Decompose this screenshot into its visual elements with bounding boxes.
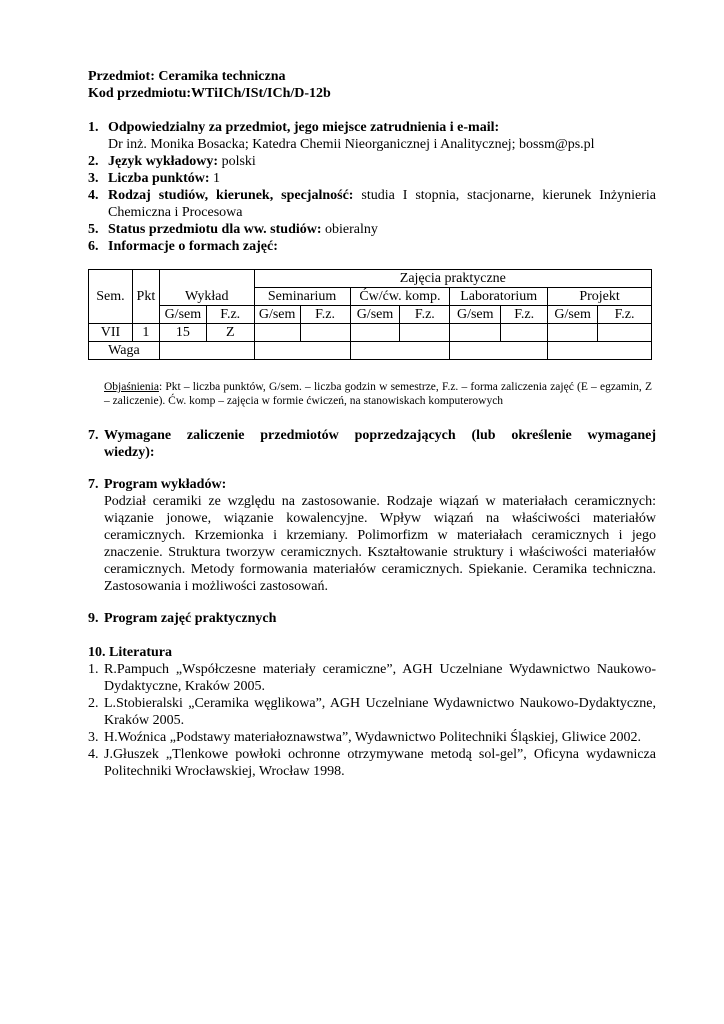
literature-entry: R.Pampuch „Współczesne materiały ceramiczne”, AGH Uczelniane Wydawnictwo Naukowo-Dydaktyczne, Kraków 2005. [104, 662, 656, 694]
th-gsem: G/sem [159, 306, 206, 324]
cell-sem: VII [89, 324, 133, 342]
item-number: 1. [88, 662, 99, 677]
cell-pkt: 1 [132, 324, 159, 342]
item-value: 1 [209, 171, 221, 186]
note-label: Objaśnienia [104, 381, 159, 393]
th-gsem: G/sem [450, 306, 501, 324]
th-pkt: Pkt [132, 270, 159, 324]
list-item [88, 695, 656, 729]
item-number: 5. [88, 222, 99, 237]
table-row [89, 324, 652, 342]
requirements-section [88, 427, 656, 461]
item-label: Informacje o formach zajęć: [108, 239, 278, 254]
item-number: 2. [88, 154, 99, 169]
th-fz: F.z. [206, 306, 254, 324]
item-number: 3. [88, 730, 99, 745]
th-fz: F.z. [400, 306, 450, 324]
th-seminarium: Seminarium [254, 288, 350, 306]
literature-section [88, 644, 656, 780]
item-value: polski [218, 154, 256, 169]
cell-gsem: 15 [159, 324, 206, 342]
document-page [88, 68, 656, 255]
item-value: Dr inż. Monika Bosacka; Katedra Chemii Nieorganicznej i Analitycznej; bossm@ps.pl [108, 137, 595, 152]
note-text: : Pkt – liczba punktów, G/sem. – liczba godzin w semestrze, F.z. – forma zaliczenia zajęć (E – egzamin, Z – zaliczenie). Ćw. komp – zajęcia w formie ćwiczeń, na stanowiskach komputerowych [104, 381, 652, 407]
section-title: Program wykładów: [104, 477, 227, 492]
info-list [88, 119, 656, 255]
section-number: 7. [88, 428, 99, 443]
section-title: Wymagane zaliczenie przedmiotów poprzedzających (lub określenie wymaganej wiedzy): [104, 428, 656, 460]
table-row [89, 342, 652, 360]
th-gsem: G/sem [350, 306, 400, 324]
item-number: 2. [88, 696, 99, 711]
th-fz: F.z. [598, 306, 652, 324]
item-label: Liczba punktów: [108, 171, 210, 186]
item-number: 4. [88, 747, 99, 762]
th-cwiczenia: Ćw/ćw. komp. [350, 288, 450, 306]
document-header [88, 68, 656, 102]
th-practical: Zajęcia praktyczne [254, 270, 651, 288]
th-laboratorium: Laboratorium [450, 288, 548, 306]
item-value: studia I stopnia, stacjonarne, kierunek Inżynieria Chemiczna i Procesowa [108, 188, 656, 220]
item-label: Język wykładowy: [108, 154, 219, 169]
list-item [88, 153, 656, 170]
item-number: 6. [88, 239, 99, 254]
item-number: 4. [88, 188, 99, 203]
list-item [88, 661, 656, 695]
list-item [88, 187, 656, 221]
section-title: Program zajęć praktycznych [104, 611, 277, 626]
item-number: 1. [88, 120, 99, 135]
item-label: Odpowiedzialny za przedmiot, jego miejsce zatrudnienia i e-mail: [108, 120, 500, 135]
practical-section [88, 610, 656, 627]
section-number: 7. [88, 477, 99, 492]
th-fz: F.z. [501, 306, 548, 324]
literature-entry: J.Głuszek „Tlenkowe powłoki ochronne otrzymywane metodą sol-gel”, Oficyna wydawnicza Politechniki Wrocławskiej, Wrocław 1998. [104, 747, 656, 779]
list-item [88, 170, 656, 187]
cell-waga: Waga [89, 342, 160, 360]
list-item [88, 221, 656, 238]
th-sem: Sem. [89, 270, 133, 324]
item-value: obieralny [321, 222, 378, 237]
th-wyklad: Wykład [159, 270, 254, 306]
th-fz: F.z. [300, 306, 350, 324]
list-item [88, 238, 656, 255]
th-gsem: G/sem [254, 306, 300, 324]
lectures-text: Podział ceramiki ze względu na zastosowanie. Rodzaje wiązań w materiałach ceramicznych: wiązanie jonowe, wiązanie kowalencyjne. Wpływ wiązań na właściwości materiałów ceramicznych. Krzemionka i krzemiany. Polimorfizm w materiałach ceramicznych i jego znaczenie. Struktura tworzyw ceramicznych. Kształtowanie struktury i właściwości materiałów ceramicznych. Metody formowania materiałów ceramicznych. Spiekanie. Ceramika techniczna. Zastosowania i możliwości zastosowań. [104, 494, 656, 594]
literature-entry: H.Woźnica „Podstawy materiałoznawstwa”, Wydawnictwo Politechniki Śląskiej, Gliwice 2002. [104, 730, 642, 745]
list-item [88, 746, 656, 780]
subject-code: Kod przedmiotu:WTiICh/ISt/ICh/D-12b [88, 86, 331, 101]
subject-title: Przedmiot: Ceramika techniczna [88, 69, 286, 84]
section-number: 9. [88, 611, 99, 626]
list-item [88, 119, 656, 153]
th-gsem: G/sem [548, 306, 598, 324]
table-note [104, 380, 652, 408]
list-item [88, 729, 656, 746]
item-label: Rodzaj studiów, kierunek, specjalność: [108, 188, 354, 203]
item-number: 3. [88, 171, 99, 186]
cell-fz: Z [206, 324, 254, 342]
literature-entry: L.Stobieralski „Ceramika węglikowa”, AGH Uczelniane Wydawnictwo Naukowo-Dydaktyczne, Kraków 2005. [104, 696, 656, 728]
classes-table [88, 269, 652, 360]
section-title: 10. Literatura [88, 645, 172, 660]
lectures-section [88, 476, 656, 595]
th-projekt: Projekt [548, 288, 652, 306]
item-label: Status przedmiotu dla ww. studiów: [108, 222, 322, 237]
